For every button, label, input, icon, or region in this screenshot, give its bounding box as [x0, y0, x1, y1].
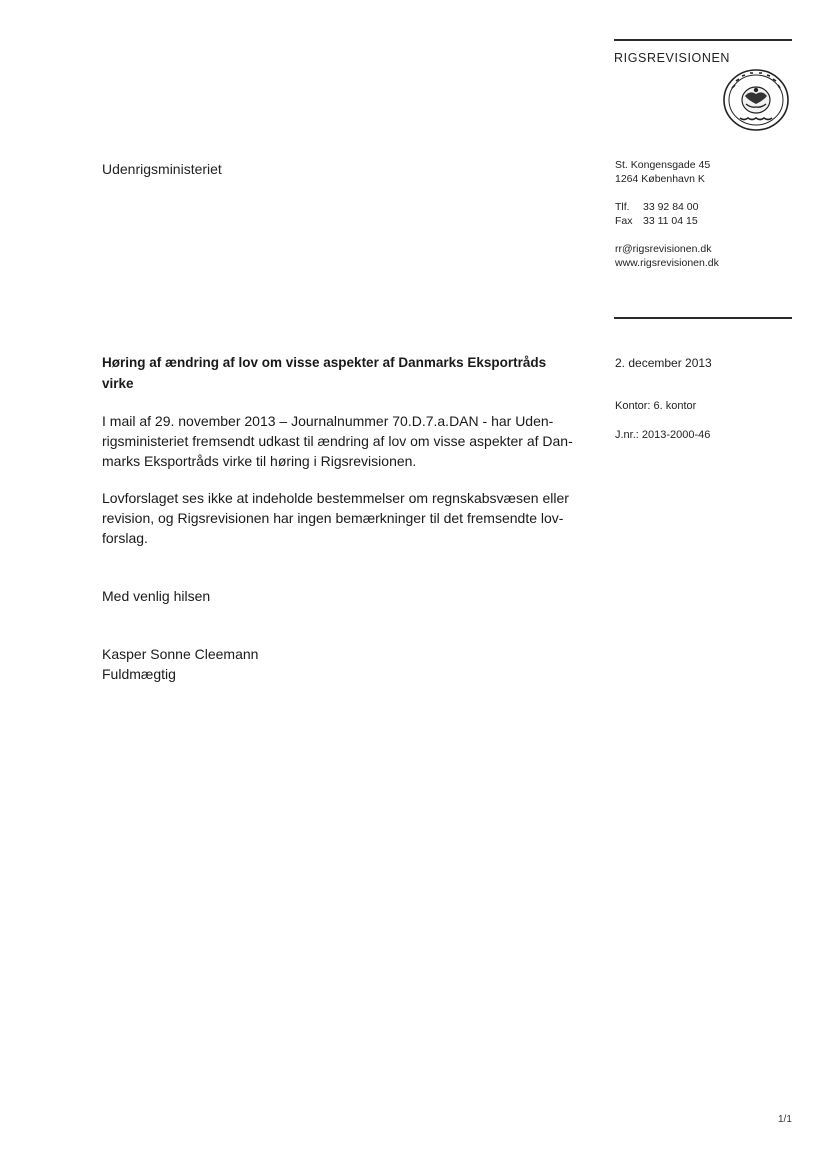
closing: Med venlig hilsen: [102, 588, 211, 604]
org-name: RIGSREVISIONEN: [614, 51, 731, 65]
meta-separator-rule: [614, 317, 792, 319]
signer-name: Kasper Sonne Cleemann: [102, 646, 259, 662]
phone-number: 33 92 84 00: [643, 201, 699, 213]
subject-line-1: Høring af ændring af lov om visse aspekter af Danmarks Eksportråds: [102, 355, 547, 370]
journal-number: J.nr.: 2013-2000-46: [615, 429, 711, 441]
paragraph-line: revision, og Rigsrevisionen har ingen bemærkninger til det fremsendte lov-: [102, 510, 564, 526]
body-paragraph-2: [102, 488, 582, 548]
sender-fax: [615, 214, 795, 228]
header-top-rule: [614, 39, 792, 41]
sender-address: [615, 158, 795, 270]
office: Kontor: 6. kontor: [615, 400, 697, 412]
fax-number: 33 11 04 15: [643, 215, 698, 227]
signer-title: Fuldmægtig: [102, 666, 176, 682]
paragraph-line: forslag.: [102, 530, 148, 546]
body-paragraph-1: [102, 411, 582, 471]
sender-city: 1264 København K: [615, 173, 705, 185]
sender-email[interactable]: rr@rigsrevisionen.dk: [615, 243, 712, 255]
paragraph-line: I mail af 29. november 2013 – Journalnummer 70.D.7.a.DAN - har Uden-: [102, 413, 554, 429]
paragraph-line: marks Eksportråds virke til høring i Rigsrevisionen.: [102, 453, 417, 469]
subject-line-2: virke: [102, 376, 134, 391]
sender-web[interactable]: www.rigsrevisionen.dk: [615, 257, 719, 269]
subject: [102, 352, 582, 394]
recipient: Udenrigsministeriet: [102, 161, 222, 177]
page-number: 1/1: [778, 1114, 792, 1125]
sender-phone: [615, 200, 795, 214]
crest-seal-icon: [722, 68, 790, 132]
paragraph-line: rigsministeriet fremsendt udkast til ændring af lov om visse aspekter af Dan-: [102, 433, 573, 449]
paragraph-line: Lovforslaget ses ikke at indeholde bestemmelser om regnskabsvæsen eller: [102, 490, 569, 506]
phone-label: Tlf.: [615, 201, 630, 213]
letter-date: 2. december 2013: [615, 356, 712, 370]
sender-street: St. Kongensgade 45: [615, 159, 711, 171]
fax-label: Fax: [615, 215, 633, 227]
